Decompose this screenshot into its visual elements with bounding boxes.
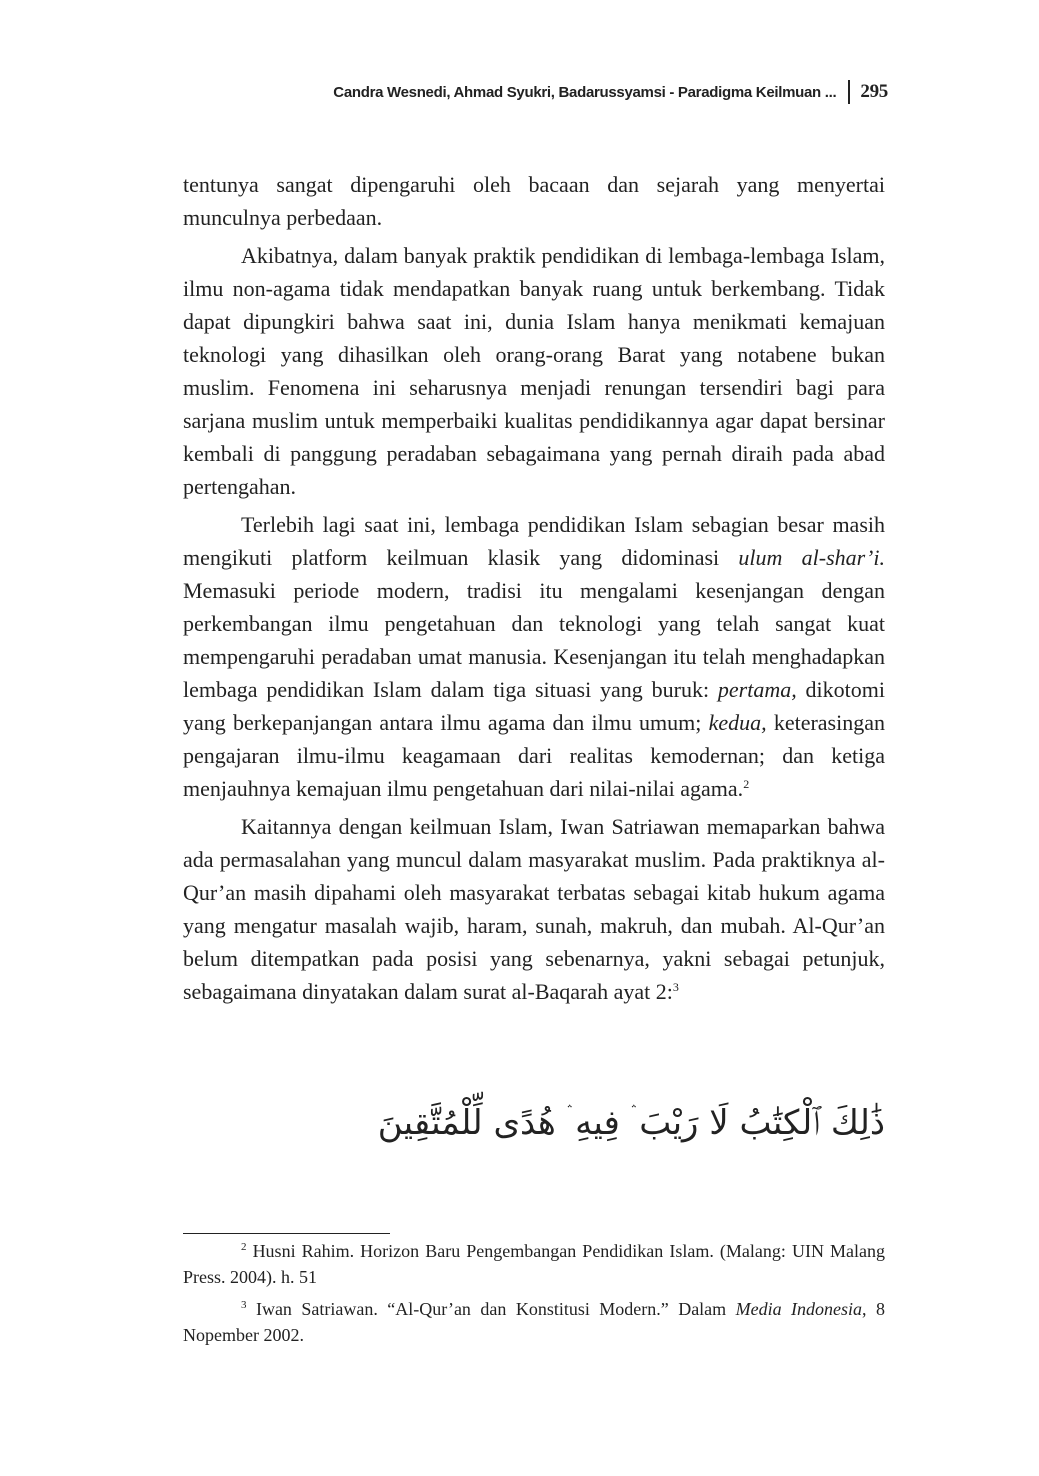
p3-italic-first: pertama, bbox=[717, 677, 797, 702]
paragraph-4 bbox=[183, 810, 885, 1008]
main-text bbox=[183, 168, 885, 1008]
p3-text-d: keterasingan pengajaran ilmu-ilmu keagamaan dari realitas kemodernan; dan ketiga menjauhnya kemajuan ilmu pengetahuan dari nilai-nilai agama. bbox=[183, 710, 886, 801]
p3-text-c: dikotomi yang berkepanjangan antara ilmu agama dan ilmu umum; bbox=[183, 677, 885, 735]
running-header bbox=[180, 80, 888, 104]
arabic-verse: ذَٰلِكَ ٱلْكِتَٰبُ لَا رَيْبَ ۛ فِيهِ ۛ هُدًى لِّلْمُتَّقِينَ bbox=[377, 1103, 885, 1143]
footnote-ref-2[interactable]: 2 bbox=[743, 777, 750, 791]
p3-italic-second: kedua, bbox=[708, 710, 767, 735]
footnote-2 bbox=[183, 1238, 885, 1290]
running-title: Candra Wesnedi, Ahmad Syukri, Badarussyamsi - Paradigma Keilmuan ... bbox=[333, 83, 837, 101]
footnote-text-end: , 8 Nopember 2002. bbox=[183, 1299, 885, 1345]
page-number: 295 bbox=[860, 81, 888, 102]
paragraph-2: Akibatnya, dalam banyak praktik pendidikan di lembaga-lembaga Islam, ilmu non-agama tidak mendapatkan banyak ruang untuk berkembang. Tidak dapat dipungkiri bahwa saat ini, dunia Islam hanya menikmati kemajuan teknologi yang dihasilkan oleh orang-orang Barat yang notabene bukan muslim. Fenomena ini seharusnya menjadi renungan tersendiri bagi para sarjana muslim untuk memperbaiki kualitas pendidikannya agar dapat bersinar kembali di panggung peradaban sebagaimana yang pernah diraih pada abad pertengahan. bbox=[183, 243, 885, 499]
p4-text: Kaitannya dengan keilmuan Islam, Iwan Satriawan memaparkan bahwa ada permasalahan yang muncul dalam masyarakat muslim. Pada praktiknya al-Qur’an masih dipahami oleh masyarakat terbatas sebagai kitab hukum agama yang mengatur masalah wajib, haram, sunah, makruh, dan mubah. Al-Qur’an belum ditempatkan pada posisi yang sebenarnya, yakni sebagai petunjuk, sebagaimana dinyatakan dalam surat al-Baqarah ayat 2: bbox=[183, 814, 885, 1004]
footnotes bbox=[183, 1238, 885, 1354]
footnote-italic-source: Media Indonesia bbox=[735, 1299, 863, 1319]
header-divider bbox=[848, 80, 850, 104]
footnote-3 bbox=[183, 1296, 885, 1348]
footnote-rule bbox=[183, 1233, 390, 1234]
paragraph-3 bbox=[183, 508, 885, 805]
p3-italic-term: ulum al-shar’i. bbox=[738, 545, 885, 570]
footnote-text: Iwan Satriawan. “Al-Qur’an dan Konstitusi Modern.” Dalam bbox=[255, 1299, 736, 1319]
paragraph-1: tentunya sangat dipengaruhi oleh bacaan dan sejarah yang menyertai munculnya perbedaan. bbox=[183, 172, 885, 230]
footnote-number: 3 bbox=[241, 1299, 247, 1311]
footnote-number: 2 bbox=[241, 1241, 247, 1253]
p3-text-b: Memasuki periode modern, tradisi itu mengalami kesenjangan dengan perkembangan ilmu pengetahuan dan teknologi yang telah sangat kuat mempengaruhi peradaban umat manusia. Kesenjangan itu telah menghadapkan lembaga pendidikan Islam dalam tiga situasi yang buruk: bbox=[183, 578, 885, 702]
footnote-ref-3[interactable]: 3 bbox=[672, 980, 679, 994]
footnote-text: Husni Rahim. Horizon Baru Pengembangan Pendidikan Islam. (Malang: UIN Malang Press. 2004). h. 51 bbox=[183, 1241, 885, 1287]
p3-text-a: Terlebih lagi saat ini, lembaga pendidikan Islam sebagian besar masih mengikuti platform keilmuan klasik yang didominasi bbox=[183, 512, 885, 570]
